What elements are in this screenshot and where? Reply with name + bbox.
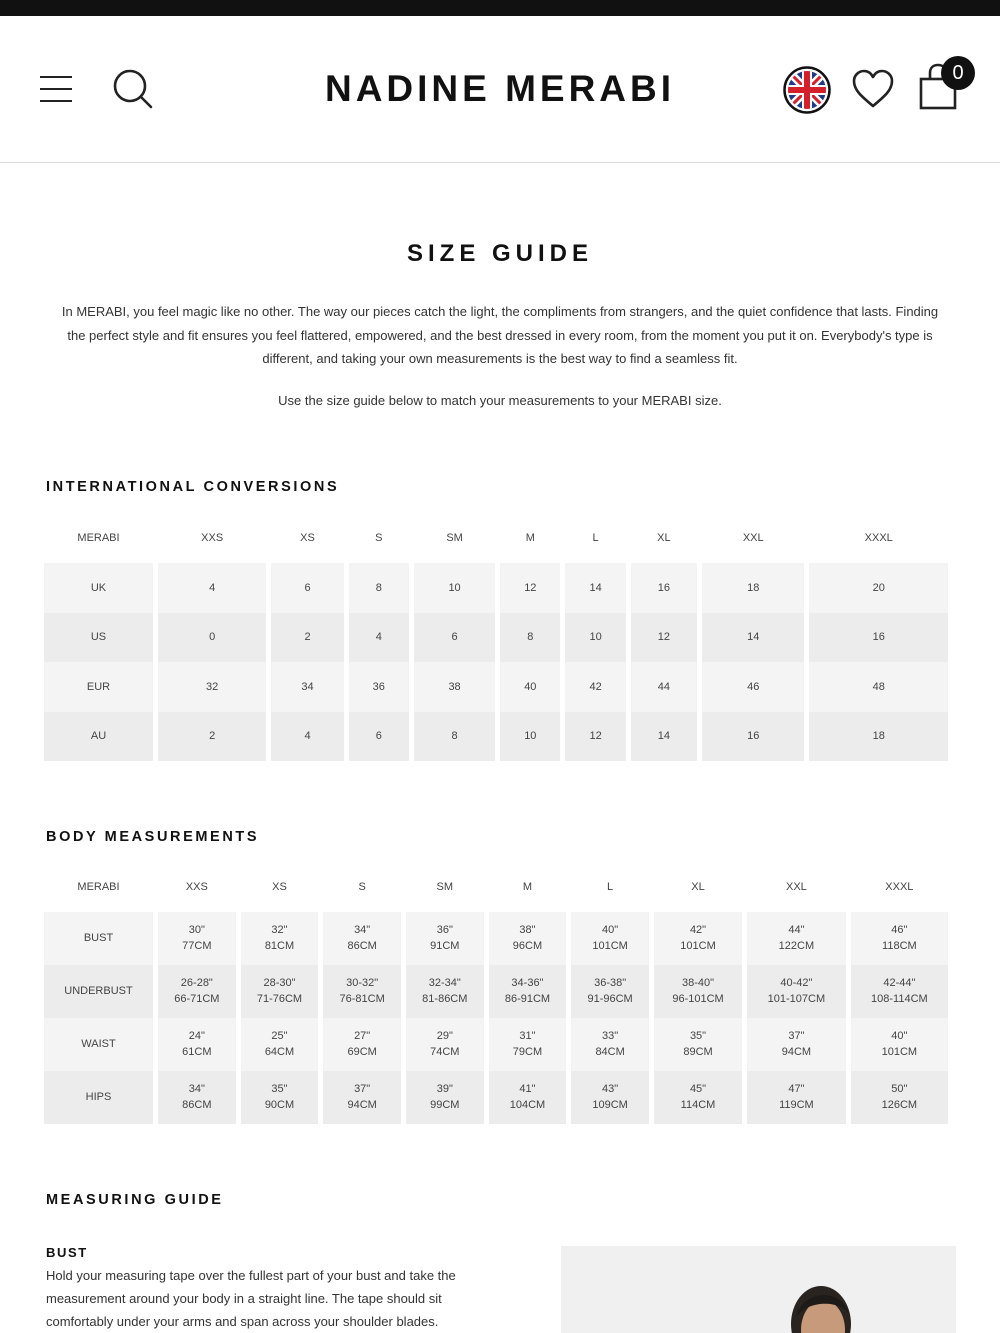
table-cell [747,912,846,965]
inch-value: 34" [354,924,371,936]
cm-value: 101CM [881,1045,918,1058]
table-cell: 38 [414,662,495,712]
cm-value: 86CM [347,939,377,952]
row-label: UNDERBUST [44,965,153,1018]
cm-value: 94CM [781,1045,812,1058]
cm-value: 86-91CM [504,992,551,1005]
cm-value: 109CM [592,1098,628,1111]
cm-value: 96-101CM [672,992,724,1005]
page-title: SIZE GUIDE [406,240,594,267]
table-cell: 14 [565,563,625,613]
table-cell [406,912,484,965]
column-header-size: M [525,532,535,544]
table-cell [747,965,846,1018]
table-cell: 8 [349,563,409,613]
intro-note: Use the size guide below to match your measurements to your MERABI size. [278,393,722,408]
table-cell [323,1018,401,1071]
cm-value: 114CM [680,1098,716,1111]
measurements-table [39,862,953,1124]
search-icon[interactable] [112,68,154,110]
inch-value: 30-32" [346,977,379,989]
table-cell [654,912,742,965]
table-row [44,1018,948,1071]
table-cell: 8 [414,712,495,762]
inch-value: 40" [891,1030,908,1042]
cm-value: 101CM [680,939,716,952]
inch-value: 42-44" [883,977,916,989]
row-label: AU [44,712,153,762]
cm-value: 90CM [264,1098,295,1111]
cm-value: 91CM [430,939,460,952]
table-cell [406,1071,484,1124]
column-header-size: XXS [201,532,224,544]
table-cell: 46 [702,662,804,712]
table-cell: 6 [271,563,343,613]
cm-value: 89CM [683,1045,713,1058]
table-cell: 16 [702,712,804,762]
inch-value: 37" [354,1083,371,1095]
cm-value: 96CM [512,939,543,952]
column-header-size: XXXL [885,881,914,893]
cm-value: 81CM [264,939,295,952]
brand-logo[interactable]: NADINE MERABI [324,68,676,109]
table-cell: 18 [702,563,804,613]
table-cell: 16 [809,613,948,663]
table-cell [489,912,567,965]
column-header-size: XS [272,881,287,893]
inch-value: 29" [436,1030,453,1042]
table-cell [851,1018,948,1071]
table-cell [158,912,236,965]
cm-value: 66-71CM [174,992,220,1005]
cm-value: 64CM [264,1045,295,1058]
cm-value: 122CM [778,939,815,952]
table-cell: 18 [809,712,948,762]
cart-count-badge[interactable]: 0 [941,56,975,90]
cm-value: 71-76CM [256,992,303,1005]
table-cell [158,1018,236,1071]
table-cell: 4 [349,613,409,663]
table-cell [654,1018,742,1071]
inch-value: 35" [271,1083,288,1095]
inch-value: 36" [436,924,453,936]
table-cell [241,1018,319,1071]
cm-value: 118CM [882,939,917,952]
table-cell [241,1071,319,1124]
row-label: HIPS [44,1071,153,1124]
table-cell: 42 [565,662,625,712]
table-cell [571,1018,649,1071]
inch-value: 38" [519,924,536,936]
inch-value: 38-40" [681,977,715,989]
cm-value: 108-114CM [871,992,928,1005]
table-cell [489,1071,567,1124]
table-cell: 10 [414,563,495,613]
column-header-size: XL [691,881,705,893]
table-cell [851,965,948,1018]
inch-value: 30" [188,924,205,936]
site-header [0,16,1000,163]
column-header-size: XS [300,532,315,544]
conversions-table [39,513,953,761]
table-cell: 2 [271,613,343,663]
inch-value: 44" [788,924,805,936]
table-cell [851,1071,948,1124]
inch-value: 36-38" [594,977,627,989]
inch-value: 39" [436,1083,453,1095]
cm-value: 76-81CM [339,992,385,1005]
cm-value: 61CM [182,1045,212,1058]
model-figure [561,1246,956,1333]
inch-value: 40" [602,924,619,936]
table-cell: 12 [631,613,697,663]
row-label: US [44,613,153,663]
cm-value: 94CM [347,1098,377,1111]
table-cell: 32 [158,662,266,712]
table-row [44,613,948,663]
table-cell: 40 [500,662,560,712]
column-header-size: L [607,881,614,893]
table-cell: 4 [271,712,343,762]
bust-guide-text: Hold your measuring tape over the fullest part of your bust and take the measurement around your body in a straight line. The tape should sit comfortably under your arms and span across your shoulder blades. [46,1268,456,1329]
table-cell: 16 [631,563,697,613]
table-cell: 36 [349,662,409,712]
row-label: WAIST [44,1018,153,1071]
cm-value: 126CM [881,1098,918,1111]
bust-guide-title: BUST [46,1245,88,1260]
table-row [44,662,948,712]
inch-value: 45" [689,1083,707,1095]
conversions-title: INTERNATIONAL CONVERSIONS [46,479,340,495]
column-header-size: M [522,881,533,893]
cm-value: 77CM [182,939,212,952]
cm-value: 79CM [512,1045,543,1058]
inch-value: 26-28" [180,977,213,989]
table-cell: 14 [702,613,804,663]
heart-icon[interactable] [851,68,895,110]
column-header-size: SM [446,532,463,544]
table-row [44,712,948,762]
table-cell: 44 [631,662,697,712]
cm-value: 119CM [779,1098,814,1111]
column-header-size: L [592,532,599,544]
table-cell: 34 [271,662,343,712]
cm-value: 99CM [430,1098,460,1111]
inch-value: 34" [188,1083,205,1095]
measuring-guide-title: MEASURING GUIDE [46,1192,224,1208]
table-cell [323,965,401,1018]
table-cell: 8 [500,613,560,663]
table-cell: 10 [500,712,560,762]
table-cell: 12 [500,563,560,613]
column-header-size: XXL [786,881,807,893]
row-label: BUST [44,912,153,965]
table-cell: 4 [158,563,266,613]
row-label: UK [44,563,153,613]
table-cell [654,965,742,1018]
table-cell [571,912,649,965]
inch-value: 32" [271,924,288,936]
table-cell [654,1071,742,1124]
column-header-merabi: MERABI [77,881,120,893]
column-header-size: XL [657,532,671,544]
cm-value: 91-96CM [587,992,633,1005]
cm-value: 101-107CM [767,992,826,1005]
column-header-size: SM [436,881,454,893]
table-cell [571,1071,649,1124]
inch-value: 41" [519,1083,536,1095]
table-cell: 48 [809,662,948,712]
cm-value: 69CM [347,1045,377,1058]
inch-value: 31" [519,1030,536,1042]
cm-value: 74CM [430,1045,460,1058]
column-header-merabi: MERABI [77,532,120,544]
table-cell: 20 [809,563,948,613]
column-header-size: S [375,532,383,544]
table-cell: 0 [158,613,266,663]
table-row [44,1071,948,1124]
table-cell [489,1018,567,1071]
inch-value: 47" [788,1083,805,1095]
inch-value: 35" [689,1030,707,1042]
row-label: EUR [44,662,153,712]
intro-text: In MERABI, you feel magic like no other. The way our pieces catch the light, the compliments from strangers, and the quiet confidence that lasts. Finding the perfect style and fit ensures you feel flattered, empowered, and the best dressed in every room, from the moment you put it on. Everybody's type is different, and taking your own measurements is the best way to find a seamless fit. [61,304,939,366]
table-cell: 12 [565,712,625,762]
table-cell: 10 [565,613,625,663]
table-cell [571,965,649,1018]
table-cell [241,965,319,1018]
table-cell [323,912,401,965]
table-cell: 2 [158,712,266,762]
table-cell [406,1018,484,1071]
cm-value: 104CM [509,1098,546,1111]
table-row [44,912,948,965]
inch-value: 28-30" [263,977,296,989]
cm-value: 101CM [592,939,628,952]
table-row [44,563,948,613]
table-cell [241,912,319,965]
inch-value: 25" [271,1030,288,1042]
inch-value: 27" [354,1030,371,1042]
model-photo [561,1246,956,1333]
table-cell [406,965,484,1018]
inch-value: 46" [891,924,908,936]
column-header-size: S [358,881,366,893]
inch-value: 50" [891,1083,908,1095]
inch-value: 34-36" [511,977,544,989]
cm-value: 86CM [182,1098,212,1111]
table-cell [851,912,948,965]
table-cell [323,1071,401,1124]
table-row [44,965,948,1018]
table-cell [747,1071,846,1124]
uk-flag-icon[interactable] [783,66,831,114]
table-cell [158,965,236,1018]
top-bar [0,0,1000,16]
cm-value: 84CM [595,1045,625,1058]
table-cell: 6 [414,613,495,663]
menu-icon[interactable] [40,76,72,102]
cm-value: 81-86CM [422,992,468,1005]
inch-value: 42" [689,924,707,936]
inch-value: 32-34" [428,977,461,989]
inch-value: 33" [602,1030,619,1042]
inch-value: 37" [788,1030,805,1042]
table-cell [747,1018,846,1071]
table-cell [158,1071,236,1124]
measurements-title: BODY MEASUREMENTS [46,829,260,845]
inch-value: 43" [602,1083,619,1095]
inch-value: 40-42" [780,977,813,989]
column-header-size: XXL [742,532,764,544]
column-header-size: XXS [185,881,208,893]
table-cell [489,965,567,1018]
column-header-size: XXXL [864,532,893,544]
table-cell: 6 [349,712,409,762]
table-cell: 14 [631,712,697,762]
inch-value: 24" [188,1030,205,1042]
